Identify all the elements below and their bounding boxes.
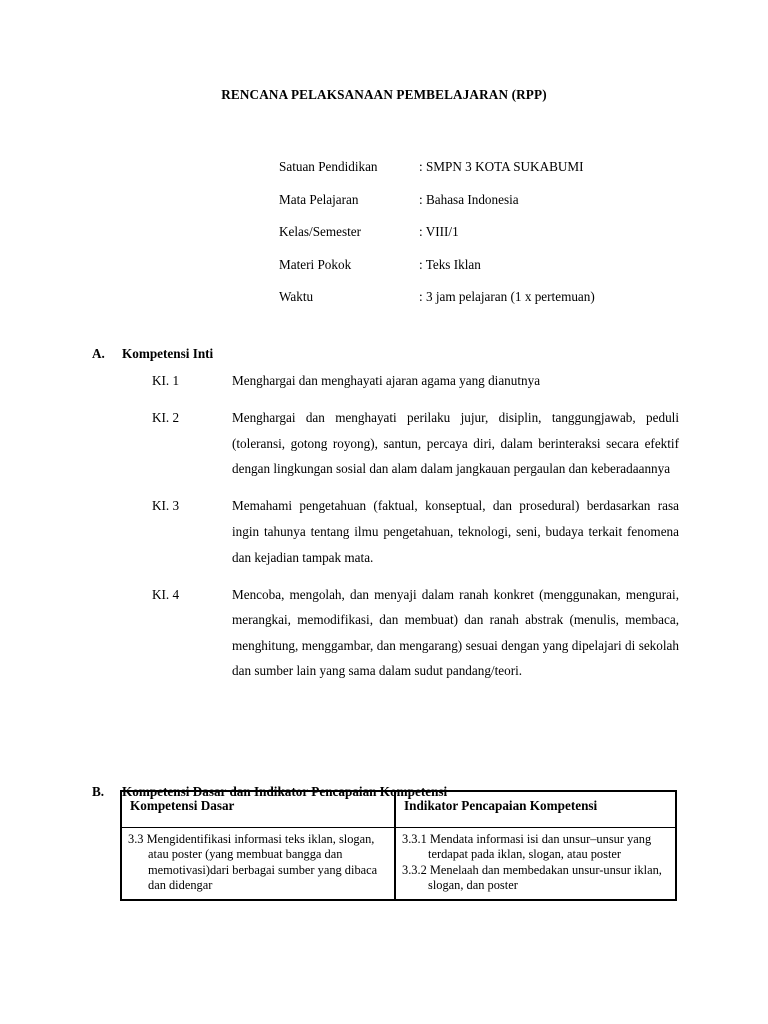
list-item (152, 582, 679, 684)
table-column-header-indikator (395, 791, 676, 828)
identity-label: Mata Pelajaran (279, 191, 359, 207)
identity-row (279, 257, 699, 290)
table-column-header-label: Kompetensi Dasar (130, 798, 235, 813)
ki-text: Menghargai dan menghayati perilaku jujur, disiplin, tanggungjawab, peduli (toleransi, gotong royong), santun, percaya diri, dalam berinteraksi secara efektif dengan lingkungan sosial dan alam dalam jangkauan pergaulan dan keberadaannya (232, 410, 679, 477)
list-item (152, 368, 679, 394)
table-column-header-label: Indikator Pencapaian Kompetensi (404, 798, 598, 813)
identity-value: : Teks Iklan (419, 256, 481, 272)
table-header-row (121, 791, 676, 828)
table-row (121, 828, 676, 901)
section-letter: A. (92, 346, 105, 361)
identity-row (279, 159, 699, 192)
identity-row (279, 289, 699, 322)
ki-text: Menghargai dan menghayati ajaran agama yang dianutnya (232, 373, 541, 388)
list-item (152, 493, 679, 570)
indikator-entry: 3.3.1 Mendata informasi isi dan unsur–unsur yang terdapat pada iklan, slogan, atau poster (402, 832, 652, 862)
identity-label: Satuan Pendidikan (279, 159, 378, 174)
identity-value: : VIII/1 (419, 224, 459, 240)
table-cell-indikator (395, 828, 676, 901)
identity-value: : 3 jam pelajaran (1 x pertemuan) (419, 289, 595, 305)
list-item (152, 405, 679, 482)
identity-block (279, 159, 699, 322)
identity-label: Kelas/Semester (279, 224, 362, 240)
indikator-entry: 3.3.2 Menelaah dan membedakan unsur-unsur iklan, slogan, dan poster (402, 862, 662, 892)
identity-value: : Bahasa Indonesia (419, 191, 519, 207)
kompetensi-dasar-table-wrapper (120, 790, 675, 901)
identity-value: : SMPN 3 KOTA SUKABUMI (419, 159, 584, 174)
identity-row (279, 224, 699, 257)
ki-key: KI. 4 (152, 586, 180, 602)
ki-key: KI. 1 (152, 373, 180, 388)
ki-text: Memahami pengetahuan (faktual, konseptual, dan prosedural) berdasarkan rasa ingin tahunya tentang ilmu pengetahuan, teknologi, seni, budaya terkait fenomena dan kejadian tampak mata. (232, 498, 679, 565)
table-column-header-kompetensi-dasar (121, 791, 395, 828)
table-cell-kompetensi-dasar (121, 828, 395, 901)
table-cell-content (122, 828, 394, 899)
ki-text: Mencoba, mengolah, dan menyaji dalam ranah konkret (menggunakan, mengurai, merangkai, memodifikasi, dan membuat) dan ranah abstrak (menulis, membaca, menghitung, menggambar, dan mengarang) sesuai dengan yang dipelajari di sekolah dan sumber lain yang sama dalam sudut pandang/teori. (232, 586, 679, 679)
section-heading-a (92, 346, 692, 362)
kompetensi-dasar-table (120, 790, 677, 901)
section-title: Kompetensi Inti (122, 346, 214, 361)
kompetensi-inti-list (152, 368, 679, 696)
identity-label: Materi Pokok (279, 256, 352, 272)
ki-key: KI. 3 (152, 498, 180, 514)
section-letter: B. (92, 784, 105, 799)
kd-entry: 3.3 Mengidentifikasi informasi teks iklan, slogan, atau poster (yang membuat bangga dan memotivasi)dari berbagai sumber yang dibaca dan didengar (128, 832, 378, 892)
ki-key: KI. 2 (152, 410, 180, 426)
page-title: RENCANA PELAKSANAAN PEMBELAJARAN (RPP) (221, 87, 547, 102)
identity-label: Waktu (279, 289, 314, 305)
table-cell-content (396, 828, 675, 899)
section-title: Kompetensi Dasar dan Indikator Pencapaian Kompetensi (122, 784, 448, 799)
identity-row (279, 192, 699, 225)
